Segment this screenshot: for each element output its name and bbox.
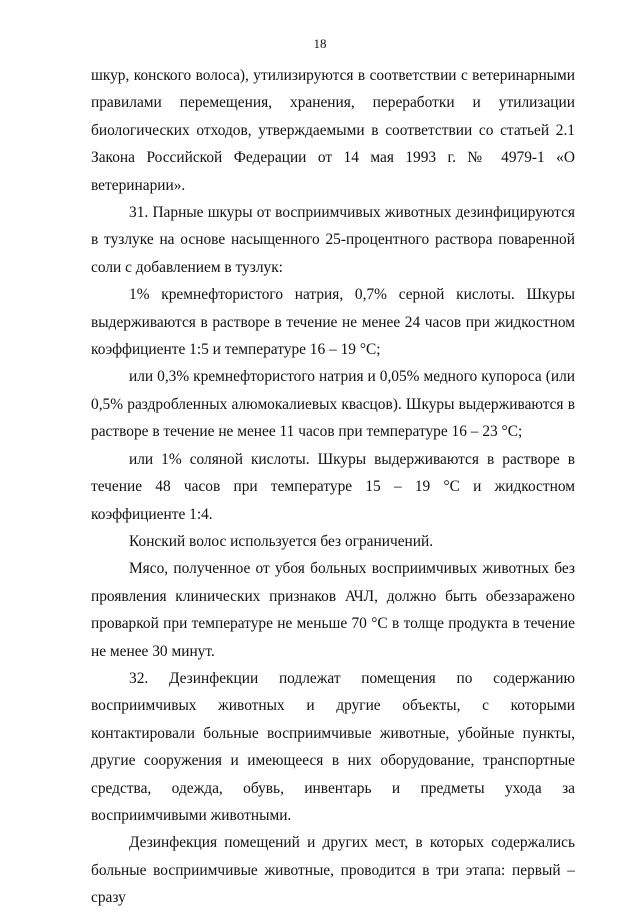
paragraph-item-32: 32. Дезинфекции подлежат помещения по содержанию восприимчивых животных и другие объекты, с которыми контактировали больные восприимчивые животные, убойные пункты, другие сооружения и имеющееся в них оборудование, транспортные средства, одежда, обувь, инвентарь и предметы ухода за восприимчивыми животными.	[91, 669, 575, 824]
paragraph-meat: Мясо, полученное от убоя больных восприимчивых животных без проявления клинических признаков АЧЛ, должно быть обеззаражено проваркой при температуре не меньше 70 °С в толще продукта в течение не менее 30 минут.	[91, 560, 575, 660]
paragraph-option-3: или 1% соляной кислоты. Шкуры выдерживаются в растворе в течение 48 часов при температуре 15 – 19 °С и жидкостном коэффициенте 1:4.	[91, 450, 575, 523]
paragraph-item-31: 31. Парные шкуры от восприимчивых животных дезинфицируются в тузлуке на основе насыщенного 25-процентного раствора поваренной соли с добавлением в тузлук:	[91, 204, 575, 276]
paragraph-continuation: шкур, конского волоса), утилизируются в соответствии с ветеринарными правилами перемещения, хранения, переработки и утилизации биологических отходов, утверждаемыми в соответствии со статьей 2.1 Закона Российской Федерации от 14 мая 1993 г. № 4979-1 «О ветеринарии».	[91, 67, 575, 194]
paragraph-option-2: или 0,3% кремнефтористого натрия и 0,05% медного купороса (или 0,5% раздробленных алюмокалиевых квасцов). Шкуры выдерживаются в растворе в течение не менее 11 часов при температуре 16 – 23 °С;	[91, 368, 575, 441]
paragraph-disinfection-stages: Дезинфекция помещений и других мест, в которых содержались больные восприимчивые животные, проводится в три этапа: первый – сразу	[91, 834, 575, 907]
document-body	[91, 62, 575, 912]
page-number: 18	[313, 36, 327, 51]
paragraph-option-1: 1% кремнефтористого натрия, 0,7% серной кислоты. Шкуры выдерживаются в растворе в течение не менее 24 часов при жидкостном коэффициенте 1:5 и температуре 16 – 19 °С;	[91, 286, 575, 359]
paragraph-horse-hair: Конский волос используется без ограничений.	[129, 532, 434, 550]
